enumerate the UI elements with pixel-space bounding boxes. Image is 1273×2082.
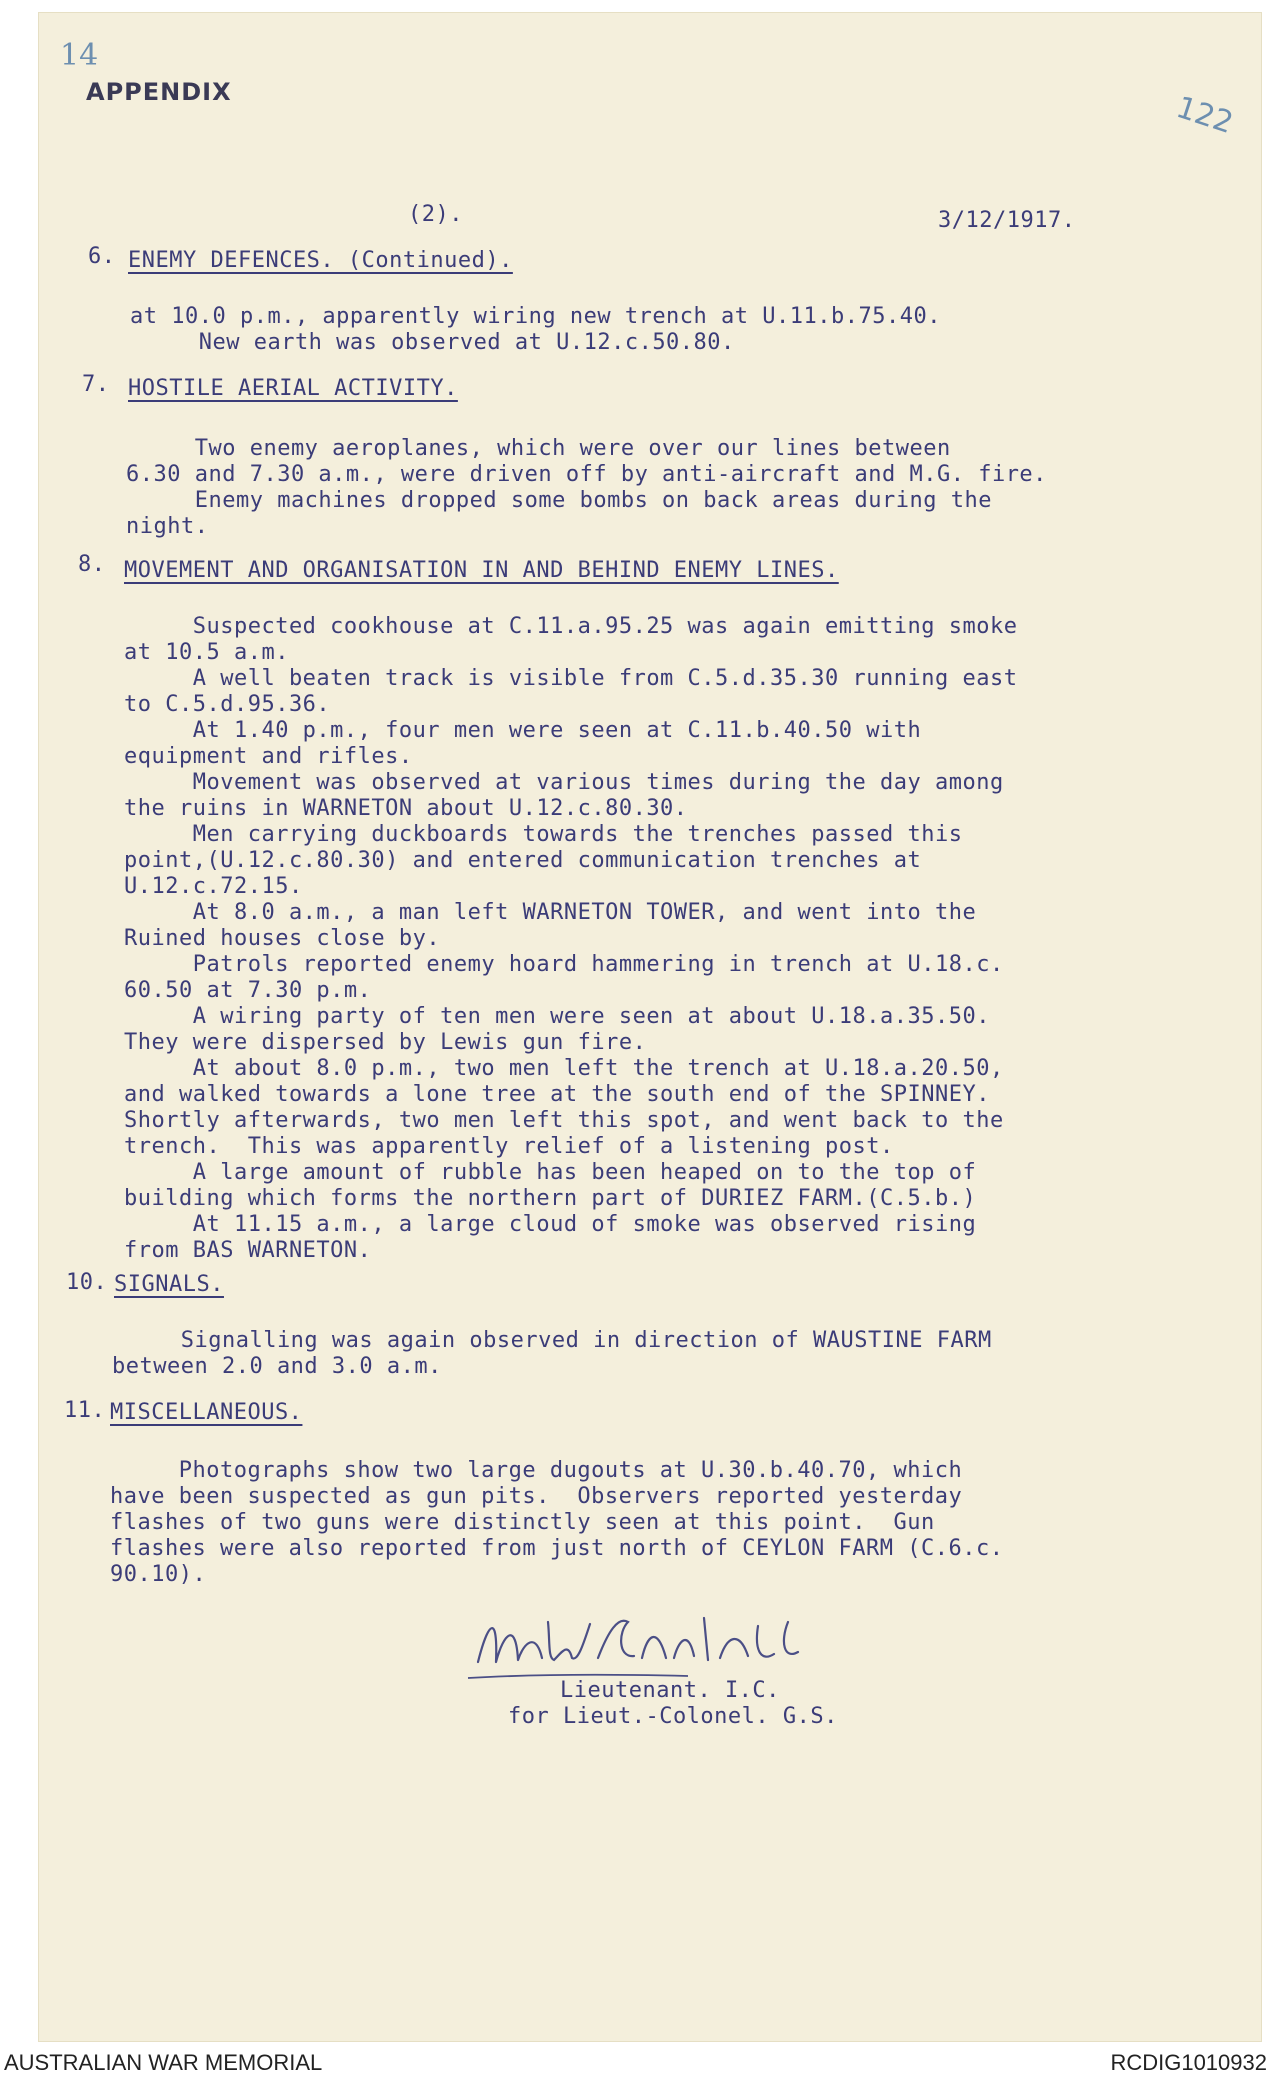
body-line: flashes of two guns were distinctly seen at this point. Gun	[110, 1510, 935, 1535]
appendix-stamp: APPENDIX	[86, 78, 232, 106]
body-line: Two enemy aeroplanes, which were over our lines between	[126, 436, 951, 461]
body-line: A wiring party of ten men were seen at about U.18.a.35.50.	[124, 1004, 990, 1029]
body-line: Ruined houses close by.	[124, 926, 441, 951]
body-line: point,(U.12.c.80.30) and entered communication trenches at	[124, 848, 922, 873]
body-line: Signalling was again observed in direction of WAUSTINE FARM	[112, 1328, 992, 1353]
body-line: Suspected cookhouse at C.11.a.95.25 was again emitting smoke	[124, 614, 1018, 639]
page-number: (2).	[408, 202, 463, 227]
body-line: the ruins in WARNETON about U.12.c.80.30.	[124, 796, 688, 821]
body-line: between 2.0 and 3.0 a.m.	[112, 1354, 442, 1379]
body-line: At 1.40 p.m., four men were seen at C.11.b.40.50 with	[124, 718, 922, 743]
body-line: Movement was observed at various times during the day among	[124, 770, 1004, 795]
section-title: MISCELLANEOUS.	[110, 1400, 303, 1425]
body-line: Patrols reported enemy hoard hammering in trench at U.18.c.	[124, 952, 1004, 977]
body-line: and walked towards a lone tree at the south end of the SPINNEY.	[124, 1082, 990, 1107]
page-number-note: 14	[60, 38, 99, 73]
section-number: 10.	[66, 1270, 108, 1295]
body-line: to C.5.d.95.36.	[124, 692, 331, 717]
body-line: A large amount of rubble has been heaped on to the top of	[124, 1160, 977, 1185]
document-page	[38, 12, 1262, 2042]
section-title: SIGNALS.	[114, 1272, 224, 1297]
folio-number-note: 122	[1171, 90, 1238, 141]
body-line: at 10.0 p.m., apparently wiring new trench at U.11.b.75.40.	[130, 304, 941, 329]
archive-footer	[0, 2042, 1273, 2082]
signature-rank: Lieutenant. I.C.	[560, 1678, 780, 1703]
body-line: 60.50 at 7.30 p.m.	[124, 978, 372, 1003]
section-title: HOSTILE AERIAL ACTIVITY.	[128, 376, 458, 401]
body-line: at 10.5 a.m.	[124, 640, 289, 665]
body-line: At 11.15 a.m., a large cloud of smoke was observed rising	[124, 1212, 977, 1237]
body-line: building which forms the northern part of DURIEZ FARM.(C.5.b.)	[124, 1186, 977, 1211]
signature-authority: for Lieut.-Colonel. G.S.	[508, 1704, 838, 1729]
body-line: New earth was observed at U.12.c.50.80.	[130, 330, 735, 355]
body-line: U.12.c.72.15.	[124, 874, 303, 899]
archive-name: AUSTRALIAN WAR MEMORIAL	[4, 2050, 323, 2075]
section-number: 11.	[64, 1398, 106, 1423]
section-number: 6.	[88, 244, 116, 269]
section-number: 7.	[82, 372, 110, 397]
body-line: have been suspected as gun pits. Observers reported yesterday	[110, 1484, 963, 1509]
section-title: MOVEMENT AND ORGANISATION IN AND BEHIND ENEMY LINES.	[124, 558, 839, 583]
body-line: flashes were also reported from just north of CEYLON FARM (C.6.c.	[110, 1536, 1004, 1561]
body-line: Men carrying duckboards towards the trenches passed this	[124, 822, 963, 847]
body-line: At 8.0 a.m., a man left WARNETON TOWER, and went into the	[124, 900, 977, 925]
body-line: Enemy machines dropped some bombs on back areas during the	[126, 488, 992, 513]
record-id: RCDIG1010932	[1110, 2050, 1267, 2075]
body-line: 6.30 and 7.30 a.m., were driven off by anti-aircraft and M.G. fire.	[126, 462, 1047, 487]
body-line: trench. This was apparently relief of a listening post.	[124, 1134, 894, 1159]
section-title: ENEMY DEFENCES. (Continued).	[128, 248, 513, 273]
body-line: night.	[126, 514, 209, 539]
body-line: A well beaten track is visible from C.5.d.35.30 running east	[124, 666, 1018, 691]
handwritten-signature	[458, 1582, 878, 1692]
body-line: Photographs show two large dugouts at U.30.b.40.70, which	[110, 1458, 963, 1483]
section-number: 8.	[78, 552, 106, 577]
body-line: 90.10).	[110, 1562, 207, 1587]
body-line: from BAS WARNETON.	[124, 1238, 372, 1263]
body-line: Shortly afterwards, two men left this spot, and went back to the	[124, 1108, 1004, 1133]
body-line: equipment and rifles.	[124, 744, 413, 769]
document-date: 3/12/1917.	[938, 208, 1076, 233]
body-line: At about 8.0 p.m., two men left the trench at U.18.a.20.50,	[124, 1056, 1004, 1081]
body-line: They were dispersed by Lewis gun fire.	[124, 1030, 647, 1055]
